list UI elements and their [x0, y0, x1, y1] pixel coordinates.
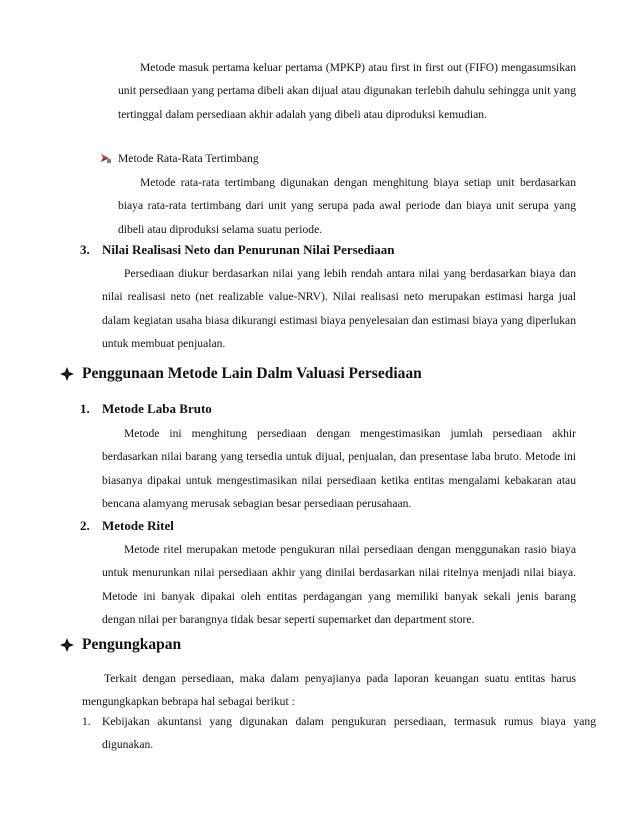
laba-bruto-paragraph: Metode ini menghitung persediaan dengan mengestimasikan jumlah persediaan akhir berdasarkan nilai barang yang tersedia untuk dijual, penjualan, dan presentase laba bruto. Metode ini biasanya dipakai untuk mengestimasikan nilai persediaan ketika entitas mengalami kebakaran atau bencana alamyang merusak sebagian besar persediaan perusahaan.: [102, 427, 576, 511]
heading-metode-lain: [60, 361, 422, 387]
laba-bruto-title: Metode Laba Bruto: [102, 401, 212, 416]
ritel-title: Metode Ritel: [102, 518, 174, 533]
ritel-number: 2.: [80, 518, 90, 533]
diamond-bullet-icon: [60, 367, 74, 381]
list-item-number: 1.: [82, 715, 91, 728]
arrow-bullet-icon: [100, 152, 112, 164]
section-3-paragraph: Persediaan diukur berdasarkan nilai yang lebih rendah antara nilai yang berdasarkan biaya dan nilai realisasi neto (net realizable value-NRV). Nilai realisasi neto merupakan estimasi harga jual dalam kegiatan usaha biasa dikurangi estimasi biaya penyelesaian dan estimasi biaya yang diperlukan untuk membuat penjualan.: [102, 267, 576, 351]
list-item-text: Kebijakan akuntansi yang digunakan dalam pengukuran persediaan, termasuk rumus biaya yang digunakan.: [102, 715, 596, 752]
section-3-number: 3.: [80, 242, 90, 257]
heading-pengungkapan-title: Pengungkapan: [82, 636, 182, 653]
pengungkapan-intro: Terkait dengan persediaan, maka dalam penyajianya pada laporan keuangan suatu entitas harus mengungkapkan bebrapa hal sebagai berikut :: [82, 672, 576, 709]
heading-pengungkapan: [60, 632, 181, 658]
rata-rata-paragraph: Metode rata-rata tertimbang digunakan dengan menghitung biaya setiap unit berdasarkan biaya rata-rata tertimbang dari unit yang serupa pada awal periode dan biaya unit serupa yang dibeli atau diproduksi selama suatu periode.: [118, 176, 576, 236]
ritel-paragraph: Metode ritel merupakan metode pengukuran nilai persediaan dengan menggunakan rasio biaya untuk menurunkan nilai persediaan akhir yang dinilai berdasarkan nilai ritelnya menjadi nilai biaya. Metode ini banyak dipakai oleh entitas perdagangan yang memiliki banyak sekali jenis barang dengan nilai per barangnya tidak besar seperti supemarket dan department store.: [102, 543, 576, 627]
laba-bruto-heading: [80, 397, 212, 421]
bullet-rata-rata-tertimbang: [100, 147, 259, 170]
bullet-label: Metode Rata-Rata Tertimbang: [118, 152, 259, 165]
section-3-title: Nilai Realisasi Neto dan Penurunan Nilai Persediaan: [102, 242, 395, 257]
pengungkapan-list-item: [82, 710, 596, 757]
section-3-heading: [80, 238, 395, 262]
ritel-heading: [80, 514, 174, 538]
heading-metode-lain-title: Penggunaan Metode Lain Dalm Valuasi Persediaan: [82, 365, 422, 382]
diamond-bullet-icon: [60, 638, 74, 652]
fifo-paragraph: Metode masuk pertama keluar pertama (MPKP) atau first in first out (FIFO) mengasumsikan unit persediaan yang pertama dibeli akan dijual atau digunakan terlebih dahulu sehingga unit yang tertinggal dalam persediaan akhir adalah yang dibeli atau diproduksi kemudian.: [118, 61, 576, 121]
laba-bruto-number: 1.: [80, 401, 90, 416]
